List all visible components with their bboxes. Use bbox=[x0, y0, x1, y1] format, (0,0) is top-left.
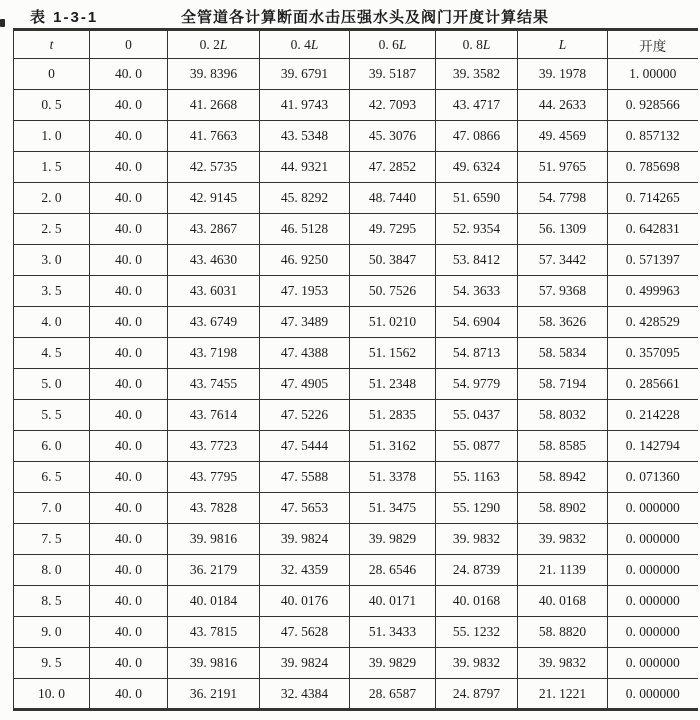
table-cell: 0. 571397 bbox=[608, 245, 698, 276]
table-cell: 40. 0171 bbox=[350, 586, 436, 617]
table-cell: 55. 0437 bbox=[436, 400, 518, 431]
table-row bbox=[14, 400, 698, 431]
table-cell: 43. 4717 bbox=[436, 90, 518, 121]
table-row bbox=[14, 493, 698, 524]
table-cell: 5. 5 bbox=[14, 400, 90, 431]
table-cell: 47. 1953 bbox=[260, 276, 350, 307]
table-cell: 40. 0168 bbox=[518, 586, 608, 617]
table-cell: 39. 3582 bbox=[436, 59, 518, 90]
table-cell: 43. 5348 bbox=[260, 121, 350, 152]
table-cell: 39. 9832 bbox=[436, 648, 518, 679]
table-row bbox=[14, 555, 698, 586]
table-cell: 42. 7093 bbox=[350, 90, 436, 121]
table-cell: 57. 9368 bbox=[518, 276, 608, 307]
table-row bbox=[14, 121, 698, 152]
calculation-results-table bbox=[13, 28, 698, 711]
table-row bbox=[14, 617, 698, 648]
table-cell: 36. 2191 bbox=[168, 679, 260, 710]
table-cell: 51. 3475 bbox=[350, 493, 436, 524]
table-cell: 40. 0 bbox=[90, 214, 168, 245]
table-cell: 40. 0 bbox=[90, 524, 168, 555]
table-row bbox=[14, 462, 698, 493]
table-cell: 47. 2852 bbox=[350, 152, 436, 183]
table-cell: 43. 6749 bbox=[168, 307, 260, 338]
table-cell: 47. 5444 bbox=[260, 431, 350, 462]
table-cell: 39. 9829 bbox=[350, 524, 436, 555]
table-cell: 0. 000000 bbox=[608, 524, 698, 555]
table-cell: 39. 5187 bbox=[350, 59, 436, 90]
table-row bbox=[14, 431, 698, 462]
table-cell: 0. 000000 bbox=[608, 586, 698, 617]
table-row bbox=[14, 338, 698, 369]
table-cell: 36. 2179 bbox=[168, 555, 260, 586]
table-cell: 40. 0 bbox=[90, 307, 168, 338]
table-cell: 3. 0 bbox=[14, 245, 90, 276]
table-cell: 9. 0 bbox=[14, 617, 90, 648]
table-cell: 56. 1309 bbox=[518, 214, 608, 245]
table-cell: 39. 9816 bbox=[168, 524, 260, 555]
table-row bbox=[14, 276, 698, 307]
table-cell: 8. 0 bbox=[14, 555, 90, 586]
table-cell: 49. 4569 bbox=[518, 121, 608, 152]
table-cell: 6. 5 bbox=[14, 462, 90, 493]
column-header-06L: 0. 6L bbox=[350, 30, 436, 59]
table-cell: 58. 8902 bbox=[518, 493, 608, 524]
table-cell: 43. 7815 bbox=[168, 617, 260, 648]
table-cell: 51. 2835 bbox=[350, 400, 436, 431]
table-cell: 51. 3378 bbox=[350, 462, 436, 493]
table-cell: 42. 9145 bbox=[168, 183, 260, 214]
table-cell: 51. 6590 bbox=[436, 183, 518, 214]
table-cell: 40. 0 bbox=[90, 462, 168, 493]
table-cell: 45. 3076 bbox=[350, 121, 436, 152]
table-cell: 24. 8797 bbox=[436, 679, 518, 710]
table-cell: 47. 5628 bbox=[260, 617, 350, 648]
table-cell: 43. 7455 bbox=[168, 369, 260, 400]
table-cell: 49. 7295 bbox=[350, 214, 436, 245]
table-cell: 1. 00000 bbox=[608, 59, 698, 90]
column-header-t: t bbox=[14, 30, 90, 59]
table-cell: 0. 142794 bbox=[608, 431, 698, 462]
table-cell: 40. 0 bbox=[90, 121, 168, 152]
table-cell: 4. 0 bbox=[14, 307, 90, 338]
table-row bbox=[14, 369, 698, 400]
table-cell: 43. 2867 bbox=[168, 214, 260, 245]
table-cell: 0. 857132 bbox=[608, 121, 698, 152]
table-cell: 43. 7795 bbox=[168, 462, 260, 493]
table-cell: 9. 5 bbox=[14, 648, 90, 679]
table-number: 表 1-3-1 bbox=[30, 9, 99, 26]
column-header-02L: 0. 2L bbox=[168, 30, 260, 59]
table-cell: 0. 5 bbox=[14, 90, 90, 121]
table-cell: 40. 0 bbox=[90, 369, 168, 400]
table-row bbox=[14, 648, 698, 679]
table-cell: 21. 1221 bbox=[518, 679, 608, 710]
table-cell: 48. 7440 bbox=[350, 183, 436, 214]
table-cell: 54. 6904 bbox=[436, 307, 518, 338]
table-cell: 47. 5588 bbox=[260, 462, 350, 493]
table-cell: 8. 5 bbox=[14, 586, 90, 617]
header-row bbox=[14, 30, 698, 59]
table-cell: 40. 0 bbox=[90, 648, 168, 679]
table-cell: 44. 9321 bbox=[260, 152, 350, 183]
table-body bbox=[14, 59, 698, 710]
table-cell: 54. 7798 bbox=[518, 183, 608, 214]
table-cell: 39. 8396 bbox=[168, 59, 260, 90]
table-cell: 51. 1562 bbox=[350, 338, 436, 369]
table-cell: 40. 0 bbox=[90, 400, 168, 431]
table-cell: 4. 5 bbox=[14, 338, 90, 369]
table-cell: 39. 9832 bbox=[518, 648, 608, 679]
table-cell: 47. 0866 bbox=[436, 121, 518, 152]
table-cell: 51. 9765 bbox=[518, 152, 608, 183]
table-row bbox=[14, 245, 698, 276]
table-cell: 1. 0 bbox=[14, 121, 90, 152]
table-cell: 39. 9816 bbox=[168, 648, 260, 679]
table-caption: 全管道各计算断面水击压强水头及阀门开度计算结果 bbox=[180, 9, 549, 26]
table-cell: 32. 4384 bbox=[260, 679, 350, 710]
table-cell: 39. 1978 bbox=[518, 59, 608, 90]
table-cell: 40. 0 bbox=[90, 90, 168, 121]
table-cell: 0. 000000 bbox=[608, 555, 698, 586]
table-cell: 47. 3489 bbox=[260, 307, 350, 338]
table-cell: 41. 2668 bbox=[168, 90, 260, 121]
table-cell: 40. 0 bbox=[90, 59, 168, 90]
table-cell: 58. 7194 bbox=[518, 369, 608, 400]
table-cell: 58. 8585 bbox=[518, 431, 608, 462]
table-cell: 49. 6324 bbox=[436, 152, 518, 183]
table-cell: 43. 6031 bbox=[168, 276, 260, 307]
table-cell: 0. 285661 bbox=[608, 369, 698, 400]
table-row bbox=[14, 586, 698, 617]
table-cell: 40. 0 bbox=[90, 586, 168, 617]
table-cell: 58. 5834 bbox=[518, 338, 608, 369]
table-cell: 39. 9832 bbox=[436, 524, 518, 555]
column-header-L: L bbox=[518, 30, 608, 59]
table-cell: 2. 5 bbox=[14, 214, 90, 245]
table-cell: 46. 5128 bbox=[260, 214, 350, 245]
table-cell: 55. 1232 bbox=[436, 617, 518, 648]
table-cell: 47. 5653 bbox=[260, 493, 350, 524]
table-cell: 53. 8412 bbox=[436, 245, 518, 276]
table-row bbox=[14, 152, 698, 183]
table-cell: 44. 2633 bbox=[518, 90, 608, 121]
table-cell: 55. 1163 bbox=[436, 462, 518, 493]
table-row bbox=[14, 307, 698, 338]
table-cell: 50. 3847 bbox=[350, 245, 436, 276]
table-cell: 39. 9829 bbox=[350, 648, 436, 679]
table-cell: 6. 0 bbox=[14, 431, 90, 462]
table-cell: 40. 0 bbox=[90, 555, 168, 586]
table-cell: 47. 4905 bbox=[260, 369, 350, 400]
table-cell: 58. 8942 bbox=[518, 462, 608, 493]
table-cell: 10. 0 bbox=[14, 679, 90, 710]
table-cell: 43. 7198 bbox=[168, 338, 260, 369]
table-cell: 40. 0 bbox=[90, 338, 168, 369]
table-cell: 0. 071360 bbox=[608, 462, 698, 493]
table-cell: 40. 0 bbox=[90, 152, 168, 183]
table-cell: 52. 9354 bbox=[436, 214, 518, 245]
table-cell: 47. 4388 bbox=[260, 338, 350, 369]
table-cell: 40. 0 bbox=[90, 679, 168, 710]
table-cell: 40. 0176 bbox=[260, 586, 350, 617]
table-cell: 0. 000000 bbox=[608, 679, 698, 710]
table-cell: 40. 0 bbox=[90, 183, 168, 214]
table-cell: 0. 499963 bbox=[608, 276, 698, 307]
table-cell: 42. 5735 bbox=[168, 152, 260, 183]
table-cell: 40. 0 bbox=[90, 276, 168, 307]
table-cell: 43. 7614 bbox=[168, 400, 260, 431]
table-cell: 0. 000000 bbox=[608, 648, 698, 679]
table-cell: 0. 000000 bbox=[608, 493, 698, 524]
column-header-04L: 0. 4L bbox=[260, 30, 350, 59]
table-cell: 5. 0 bbox=[14, 369, 90, 400]
table-cell: 0 bbox=[14, 59, 90, 90]
table-cell: 0. 000000 bbox=[608, 617, 698, 648]
table-cell: 39. 9824 bbox=[260, 524, 350, 555]
table-cell: 43. 4630 bbox=[168, 245, 260, 276]
table-cell: 43. 7723 bbox=[168, 431, 260, 462]
table-cell: 0. 714265 bbox=[608, 183, 698, 214]
table-cell: 45. 8292 bbox=[260, 183, 350, 214]
table-cell: 40. 0184 bbox=[168, 586, 260, 617]
table-cell: 50. 7526 bbox=[350, 276, 436, 307]
column-header-0: 0 bbox=[90, 30, 168, 59]
table-row bbox=[14, 183, 698, 214]
column-header-opening: 开度 bbox=[608, 30, 698, 59]
table-row bbox=[14, 90, 698, 121]
table-cell: 47. 5226 bbox=[260, 400, 350, 431]
table-cell: 0. 214228 bbox=[608, 400, 698, 431]
table-cell: 58. 8820 bbox=[518, 617, 608, 648]
table-cell: 51. 2348 bbox=[350, 369, 436, 400]
table-cell: 43. 7828 bbox=[168, 493, 260, 524]
table-cell: 41. 9743 bbox=[260, 90, 350, 121]
table-cell: 51. 3433 bbox=[350, 617, 436, 648]
table-cell: 39. 9824 bbox=[260, 648, 350, 679]
table-cell: 40. 0 bbox=[90, 431, 168, 462]
table-cell: 39. 6791 bbox=[260, 59, 350, 90]
table-cell: 0. 428529 bbox=[608, 307, 698, 338]
table-cell: 21. 1139 bbox=[518, 555, 608, 586]
table-cell: 54. 8713 bbox=[436, 338, 518, 369]
table-cell: 58. 8032 bbox=[518, 400, 608, 431]
table-cell: 58. 3626 bbox=[518, 307, 608, 338]
table-cell: 46. 9250 bbox=[260, 245, 350, 276]
table-cell: 32. 4359 bbox=[260, 555, 350, 586]
table-cell: 0. 357095 bbox=[608, 338, 698, 369]
table-cell: 54. 9779 bbox=[436, 369, 518, 400]
table-cell: 0. 928566 bbox=[608, 90, 698, 121]
table-cell: 0. 785698 bbox=[608, 152, 698, 183]
table-cell: 51. 3162 bbox=[350, 431, 436, 462]
table-cell: 7. 0 bbox=[14, 493, 90, 524]
table-cell: 55. 0877 bbox=[436, 431, 518, 462]
table-cell: 40. 0 bbox=[90, 245, 168, 276]
table-cell: 40. 0 bbox=[90, 617, 168, 648]
table-title-row bbox=[0, 6, 700, 28]
table-cell: 28. 6587 bbox=[350, 679, 436, 710]
table-cell: 7. 5 bbox=[14, 524, 90, 555]
table-cell: 54. 3633 bbox=[436, 276, 518, 307]
table-row bbox=[14, 59, 698, 90]
table-cell: 28. 6546 bbox=[350, 555, 436, 586]
table-cell: 40. 0168 bbox=[436, 586, 518, 617]
table-cell: 3. 5 bbox=[14, 276, 90, 307]
table-cell: 0. 642831 bbox=[608, 214, 698, 245]
table-cell: 1. 5 bbox=[14, 152, 90, 183]
table-cell: 55. 1290 bbox=[436, 493, 518, 524]
column-header-08L: 0. 8L bbox=[436, 30, 518, 59]
table-cell: 2. 0 bbox=[14, 183, 90, 214]
table-cell: 40. 0 bbox=[90, 493, 168, 524]
table-row bbox=[14, 524, 698, 555]
table-row bbox=[14, 214, 698, 245]
table-cell: 39. 9832 bbox=[518, 524, 608, 555]
table-cell: 41. 7663 bbox=[168, 121, 260, 152]
table-cell: 57. 3442 bbox=[518, 245, 608, 276]
table-cell: 51. 0210 bbox=[350, 307, 436, 338]
table-row bbox=[14, 679, 698, 710]
table-cell: 24. 8739 bbox=[436, 555, 518, 586]
